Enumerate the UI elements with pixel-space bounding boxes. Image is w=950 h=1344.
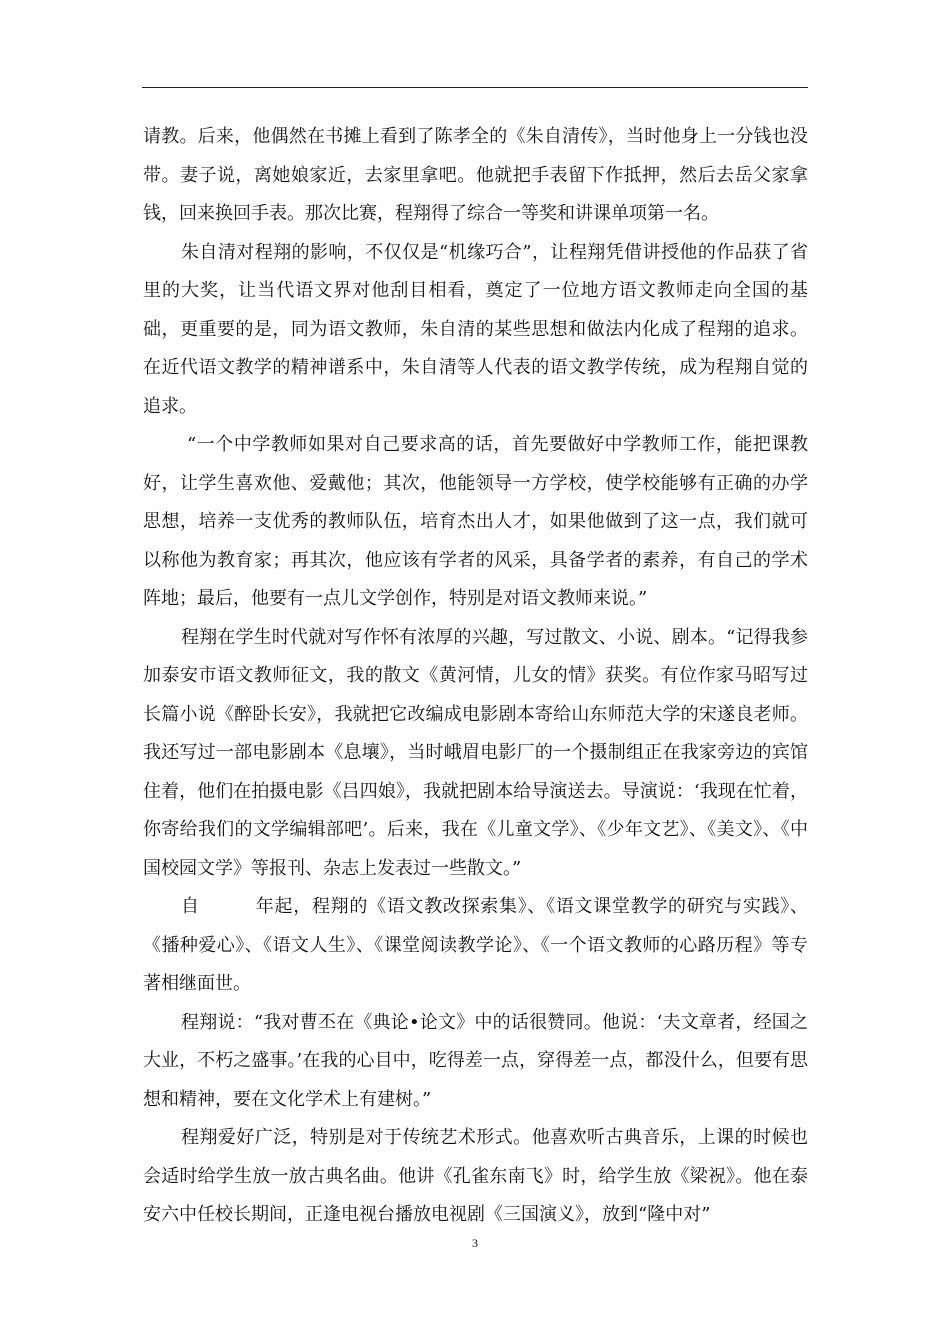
- paragraph-quote: “一个中学教师如果对自己要求高的话，首先要做好中学教师工作，能把课教好，让学生喜欢他、爱戴他；其次，他能领导一方学校，使学校能够有正确的办学思想，培养一支优秀的教师队伍，培育杰出人才，如果他做到了这一点，我们就可以称他为教育家；再其次，他应该有学者的风采，具备学者的素养，有自己的学术阵地；最后，他要有一点儿文学创作，特别是对语文教师来说。”: [143, 434, 808, 609]
- paragraph: 朱自清对程翔的影响，不仅仅是“机缘巧合”，让程翔凭借讲授他的作品获了省里的大奖，让当代语文界对他刮目相看，奠定了一位地方语文教师走向全国的基础，更重要的是，同为语文教师，朱自清的某些思想和做法内化成了程翔的追求。在近代语文教学的精神谱系中，朱自清等人代表的语文教学传统，成为程翔自觉的追求。: [143, 241, 808, 417]
- paragraph-continuation: 请教。后来，他偶然在书摊上看到了陈孝全的《朱自清传》，当时他身上一分钱也没带。妻子说，离她娘家近，去家里拿吧。他就把手表留下作抵押，然后去岳父家拿钱，回来换回手表。那次比赛，程翔得了综合一等奖和讲课单项第一名。: [143, 126, 808, 224]
- paragraph: 自 年起，程翔的《语文教改探索集》、《语文课堂教学的研究与实践》、《播种爱心》、《语文人生》、《课堂阅读教学论》、《一个语文教师的心路历程》等专著相继面世。: [143, 896, 808, 994]
- page-number: 3: [472, 1236, 478, 1250]
- document-body: [143, 118, 808, 1235]
- header-rule: [142, 87, 808, 88]
- paragraph: 程翔说：“我对曹丕在《典论•论文》中的话很赞同。他说：‘夫文章者，经国之大业，不朽之盛事。’在我的心目中，吃得差一点，穿得差一点，都没什么，但要有思想和精神，要在文化学术上有建树。”: [143, 1011, 808, 1110]
- paragraph: 程翔在学生时代就对写作怀有浓厚的兴趣，写过散文、小说、剧本。“记得我参加泰安市语文教师征文，我的散文《黄河情，儿女的情》获奖。有位作家马昭写过长篇小说《醉卧长安》，我就把它改编成电影剧本寄给山东师范大学的宋遂良老师。我还写过一部电影剧本《息壤》，当时峨眉电影厂的一个摄制组正在我家旁边的宾馆住着，他们在拍摄电影《吕四娘》，我就把剧本给导演送去。导演说：‘我现在忙着，你寄给我们的文学编辑部吧’。后来，我在《儿童文学》、《少年文艺》、《美文》、《中国校园文学》等报刊、杂志上发表过一些散文。”: [143, 626, 808, 879]
- paragraph: 程翔爱好广泛，特别是对于传统艺术形式。他喜欢听古典音乐，上课的时候也会适时给学生放一放古典名曲。他讲《孔雀东南飞》时，给学生放《梁祝》。他在泰安六中任校长期间，正逢电视台播放电视剧《三国演义》，放到“隆中对”: [143, 1127, 808, 1225]
